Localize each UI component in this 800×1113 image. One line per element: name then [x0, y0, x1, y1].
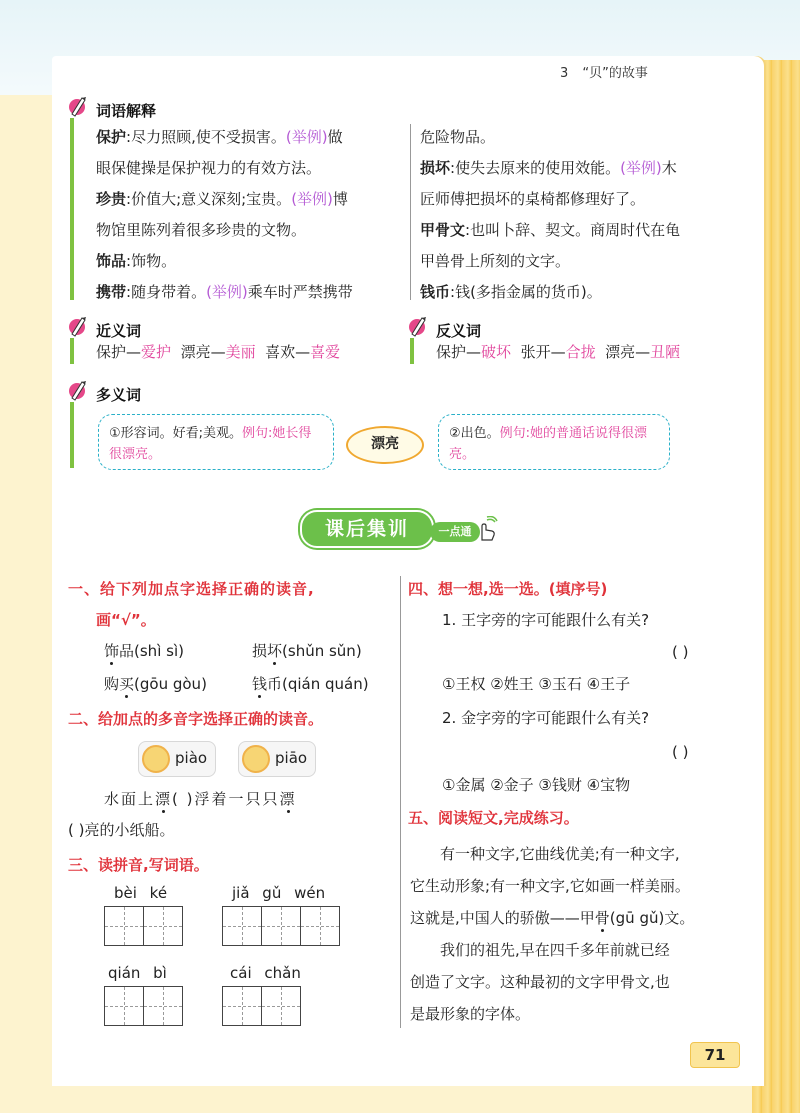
vocab-line: [96, 246, 406, 277]
meaning: ②出色。: [449, 426, 500, 441]
q1-item[interactable]: [252, 669, 369, 700]
vocab-line: 匠师傅把损坏的桌椅都修理好了。: [420, 190, 646, 208]
polysemy-title: 多义词: [96, 386, 142, 404]
synonyms-title: 近义词: [96, 322, 142, 340]
writing-cell[interactable]: [104, 906, 144, 946]
word: 喜欢—: [265, 343, 311, 361]
vocab-line: 眼保健操是保护视力的有效方法。: [96, 159, 322, 177]
dotted-char: 漂: [279, 790, 297, 808]
pinyin-options: (shǔn sǔn): [282, 642, 362, 660]
meaning: ①形容词。好看;美观。: [109, 426, 243, 441]
example-text: 乘车时严禁携带: [247, 283, 353, 301]
q4-question-1: 1. 王字旁的字可能跟什么有关?: [442, 611, 650, 629]
pinyin-label: cái chǎn: [230, 964, 301, 982]
definition: :尽力照顾,使不受损害。: [126, 128, 286, 146]
antonym: 丑陋: [650, 343, 681, 361]
word: 保护—: [436, 343, 482, 361]
writing-cell[interactable]: [261, 986, 301, 1026]
antonym: 破坏: [481, 343, 512, 361]
definition: :价值大;意义深刻;宝贵。: [126, 190, 292, 208]
term: 甲骨文: [420, 221, 466, 239]
dotted-char: 买: [119, 675, 135, 693]
word: 漂亮—: [180, 343, 226, 361]
synonyms-row: [96, 337, 406, 368]
smiley-icon: [242, 745, 270, 773]
writing-cell[interactable]: [143, 986, 183, 1026]
pinyin-option-1[interactable]: [138, 741, 216, 777]
definition: :钱(多指金属的货币)。: [450, 283, 602, 301]
example-sentence: 例句:她长得很漂亮。: [109, 426, 312, 462]
pointing-hand-icon: [474, 516, 498, 542]
term: 保护: [96, 128, 127, 146]
q4-question-2: 2. 金字旁的字可能跟什么有关?: [442, 709, 650, 727]
passage-line: 我们的祖先,早在四千多年前就已经: [440, 941, 670, 959]
answer-blank[interactable]: ( ): [672, 743, 689, 761]
vocab-line: 物馆里陈列着很多珍贵的文物。: [96, 221, 307, 239]
exercise-column-divider: [400, 576, 401, 1028]
antonyms-title: 反义词: [436, 322, 482, 340]
term: 损坏: [420, 159, 451, 177]
pinyin-text: piào: [175, 749, 208, 767]
word: 漂亮—: [605, 343, 651, 361]
q1-title-line2: 画“√”。: [96, 611, 156, 629]
pinyin-options: 币(qián quán): [267, 675, 369, 693]
example-tag: (举例): [206, 283, 248, 301]
text: 这就是,中国人的骄傲——甲: [410, 909, 595, 927]
example-text: 木: [661, 159, 677, 177]
vocab-line: [96, 122, 406, 153]
q1-title-cont: [96, 605, 156, 636]
vocab-left-column: [96, 122, 406, 308]
example-tag: (举例): [291, 190, 333, 208]
answer-blank[interactable]: ( ): [672, 643, 689, 661]
synonym: 美丽: [225, 343, 256, 361]
section-bar: [70, 118, 74, 300]
vocab-line: [420, 277, 740, 308]
section-bar: [70, 338, 74, 364]
text: (gū gǔ)文。: [609, 909, 695, 927]
writing-cell[interactable]: [300, 906, 340, 946]
column-divider: [410, 124, 411, 300]
q4-options-1: ①王权 ②姓王 ③玉石 ④王子: [442, 675, 631, 693]
dotted-char: 坏: [267, 642, 283, 660]
char: 购: [104, 675, 120, 693]
chapter-number: 3: [560, 66, 569, 81]
pinyin-label: bèi ké: [114, 884, 168, 902]
vocab-line: [96, 277, 406, 308]
text: ( )浮着一只只: [172, 790, 280, 808]
smiley-icon: [142, 745, 170, 773]
definition: :也叫卜辞、契文。商周时代在龟: [465, 221, 681, 239]
passage-line: 创造了文字。这种最初的文字甲骨文,也: [410, 973, 670, 991]
vocab-line: [420, 153, 740, 184]
pencil-icon: [68, 378, 88, 402]
example-sentence: 例句:她的普通话说得很漂亮。: [449, 426, 648, 462]
term: 携带: [96, 283, 127, 301]
pinyin-options: 品(shì sì): [119, 642, 184, 660]
vocab-line: [96, 184, 406, 215]
pencil-icon: [68, 314, 88, 338]
vocab-line: 甲兽骨上所刻的文字。: [420, 252, 571, 270]
pinyin-option-2[interactable]: [238, 741, 316, 777]
pinyin-label: jiǎ gǔ wén: [232, 884, 326, 902]
q2-sentence-line1: [104, 784, 297, 815]
example-text: 做: [327, 128, 343, 146]
q1-item[interactable]: [252, 636, 362, 667]
passage-line: 有一种文字,它曲线优美;有一种文字,: [440, 845, 680, 863]
q2-title: 二、给加点的多音字选择正确的读音。: [68, 710, 324, 728]
passage-line: 它生动形象;有一种文字,它如画一样美丽。: [410, 877, 690, 895]
writing-cell[interactable]: [222, 986, 262, 1026]
dotted-char: 饰: [104, 642, 120, 660]
exercise-banner: [300, 508, 500, 546]
q3-title: 三、读拼音,写词语。: [68, 856, 209, 874]
term: 珍贵: [96, 190, 127, 208]
pencil-icon: [408, 314, 428, 338]
q2-sentence-line2: ( )亮的小纸船。: [68, 821, 175, 839]
section-bar: [70, 402, 74, 468]
pinyin-options: (gōu gòu): [134, 675, 207, 693]
section-bar: [410, 338, 414, 364]
polysemy-word: 漂亮: [346, 426, 424, 464]
page-number: 71: [690, 1042, 740, 1068]
char: 损: [252, 642, 268, 660]
definition: :随身带着。: [126, 283, 207, 301]
writing-cell[interactable]: [143, 906, 183, 946]
banner-title: 课后集训: [300, 510, 434, 548]
antonyms-row: [436, 337, 746, 368]
antonym: 合拢: [565, 343, 596, 361]
q5-title: 五、阅读短文,完成练习。: [408, 809, 579, 827]
definition: :饰物。: [126, 252, 177, 270]
chapter-title: “贝”的故事: [582, 66, 648, 81]
vocab-title: 词语解释: [96, 102, 157, 120]
term: 饰品: [96, 252, 127, 270]
dotted-char: 骨: [594, 909, 610, 927]
passage-line: [410, 902, 754, 934]
term: 钱币: [420, 283, 451, 301]
q4-title: 四、想一想,选一选。(填序号): [408, 580, 608, 598]
reading-passage: [410, 838, 754, 1030]
vocab-line: [420, 215, 740, 246]
meaning-box-right: [438, 414, 670, 470]
example-tag: (举例): [285, 128, 328, 146]
vocab-right-column: [420, 122, 740, 308]
q4-options-2: ①金属 ②金子 ③钱财 ④宝物: [442, 776, 631, 794]
meaning-box-left: [98, 414, 334, 470]
pinyin-text: piāo: [275, 749, 308, 767]
vocab-line: 危险物品。: [420, 128, 496, 146]
pinyin-label: qián bì: [108, 964, 167, 982]
writing-cell[interactable]: [222, 906, 262, 946]
passage-line: 是最形象的字体。: [410, 1005, 531, 1023]
word: 保护—: [96, 343, 142, 361]
synonym: 爱护: [141, 343, 172, 361]
q1-item[interactable]: [104, 669, 207, 700]
synonym: 喜爱: [310, 343, 341, 361]
q1-title: 一、给下列加点字选择正确的读音,: [68, 580, 315, 598]
pencil-icon: [68, 94, 88, 118]
running-header: [560, 62, 648, 81]
example-text: 博: [332, 190, 348, 208]
q1-item[interactable]: [104, 636, 184, 667]
text: 水面上: [104, 790, 156, 808]
writing-cell[interactable]: [261, 906, 301, 946]
dotted-char: 漂: [155, 790, 173, 808]
writing-cell[interactable]: [104, 986, 144, 1026]
banner-subtitle: 一点通: [430, 522, 480, 542]
word: 张开—: [520, 343, 566, 361]
definition: :使失去原来的使用效能。: [450, 159, 621, 177]
dotted-char: 钱: [252, 675, 268, 693]
example-tag: (举例): [620, 159, 662, 177]
